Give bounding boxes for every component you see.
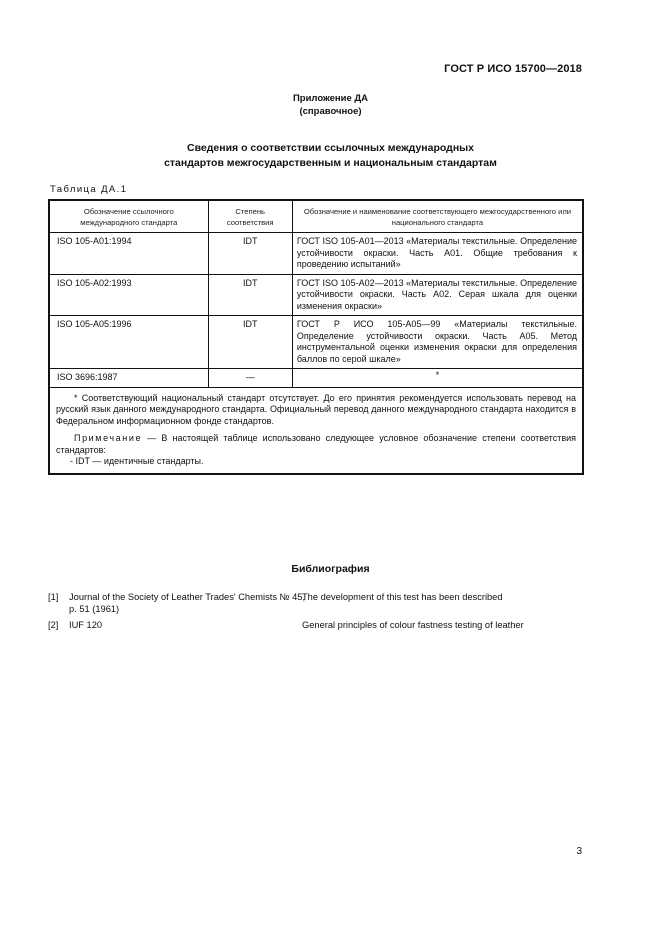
bibliography-title: Библиография — [291, 563, 370, 575]
note-label: Примечание — [74, 433, 143, 444]
cell-name: * — [292, 369, 583, 388]
annex-subtitle: (справочное) — [299, 106, 362, 117]
section-title — [0, 141, 661, 171]
cell-name: ГОСТ Р ИСО 105-А05—99 «Материалы текстильные. Определение устойчивости окраски. Часть А05. Метод инструментальной оценки изменения окраски для определения баллов по серой шкале» — [292, 316, 583, 369]
section-title-line-2: стандартов межгосударственным и национальным стандартам — [164, 157, 497, 169]
bibliography-source: IUF 120 — [69, 620, 103, 630]
table-footnote: * Соответствующий национальный стандарт отсутствует. До его принятия рекомендуется использовать перевод на русский язык данного международного стандарта. Официальный перевод данного международного стандарта находится в Федеральном информационном фонде стандартов. — [56, 392, 576, 426]
annex-title: Приложение ДА — [292, 93, 369, 104]
cell-code: ISO 105-A05:1996 — [49, 316, 208, 369]
cell-name: ГОСТ ISO 105-A01—2013 «Материалы текстильные. Определение устойчивости окраски. Часть А01. Общие требования к проведению испытаний» — [292, 233, 583, 275]
bibliography-item — [48, 619, 588, 631]
table-note — [56, 433, 576, 456]
note-item: - IDT — идентичные стандарты. — [70, 456, 204, 467]
bibliography-item — [48, 591, 588, 617]
header-national-standard: Обозначение и наименование соответствующего межгосударственного или национального стандарта — [292, 200, 583, 233]
bibliography-description: General principles of colour fastness testing of leather — [302, 620, 524, 630]
note-text: — В настоящей таблице использовано следующее условное обозначение степени соответствия стандартов: — [56, 433, 576, 455]
bibliography-source: Journal of the Society of Leather Trades' Chemists № 45, p. 51 (1961) — [69, 592, 306, 614]
table-notes — [49, 387, 583, 474]
cell-code: ISO 3696:1987 — [49, 369, 208, 388]
cell-degree: IDT — [208, 274, 292, 316]
header-degree: Степень соответствия — [208, 200, 292, 233]
table-row — [49, 369, 583, 388]
bibliography-number: [1] — [48, 592, 59, 602]
bibliography-number: [2] — [48, 620, 59, 630]
standard-code: ГОСТ Р ИСО 15700—2018 — [444, 63, 582, 75]
cell-degree: — — [208, 369, 292, 388]
page-number: 3 — [576, 846, 582, 857]
section-title-line-1: Сведения о соответствии ссылочных международных — [187, 142, 474, 154]
cell-code: ISO 105-A02:1993 — [49, 274, 208, 316]
cell-degree: IDT — [208, 233, 292, 275]
cell-degree: IDT — [208, 316, 292, 369]
table-row — [49, 274, 583, 316]
cell-code: ISO 105-A01:1994 — [49, 233, 208, 275]
correspondence-table — [48, 199, 584, 475]
header-international-standard: Обозначение ссылочного международного стандарта — [49, 200, 208, 233]
table-header-row — [49, 200, 583, 233]
table-row — [49, 316, 583, 369]
annex-heading — [0, 92, 661, 118]
cell-name: ГОСТ ISO 105-A02—2013 «Материалы текстильные. Определение устойчивости окраски. Часть А02. Серая шкала для оценки изменения окраски» — [292, 274, 583, 316]
table-label: Таблица ДА.1 — [50, 184, 128, 195]
table-row — [49, 233, 583, 275]
table-notes-row — [49, 387, 583, 474]
bibliography-description: The development of this test has been described — [302, 592, 503, 602]
bibliography-list — [48, 591, 588, 633]
